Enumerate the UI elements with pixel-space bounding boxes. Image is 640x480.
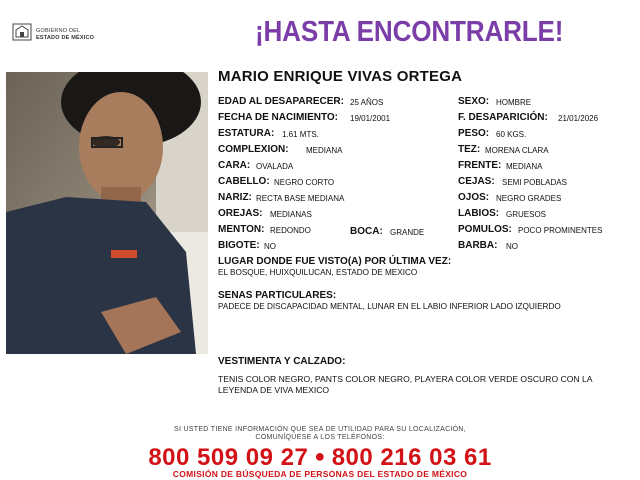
field-value-age: 25 AÑOS (350, 98, 384, 107)
field-label-chin: MENTON: (218, 224, 265, 235)
field-label-forehead: FRENTE: (458, 160, 502, 171)
distinguishing-marks-value: PADECE DE DISCAPACIDAD MENTAL, LUNAR EN EL LABIO INFERIOR LADO IZQUIERDO (218, 302, 561, 311)
field-value-mustache: NO (264, 242, 276, 251)
field-label-nose: NARIZ: (218, 192, 252, 203)
field-value-height: 1.61 MTS. (282, 130, 319, 139)
phone-number-2[interactable]: 800 216 03 61 (331, 444, 492, 471)
field-value-mouth: GRANDE (390, 228, 425, 237)
field-value-beard: NO (506, 242, 518, 251)
clothing-value: TENIS COLOR NEGRO, PANTS COLOR NEGRO, PLAYERA COLOR VERDE OSCURO CON LA LEYENDA DE VIVA MEXICO (218, 374, 593, 395)
field-label-beard: BARBA: (458, 240, 498, 251)
field-value-nose: RECTA BASE MEDIANA (256, 194, 345, 203)
bullet-separator: ● (314, 446, 326, 466)
field-label-sex: SEXO: (458, 96, 490, 107)
field-label-cheekbones: POMULOS: (458, 224, 512, 235)
field-value-ears: MEDIANAS (270, 210, 312, 219)
field-value-cheekbones: POCO PROMINENTES (518, 226, 603, 235)
field-value-birthdate: 19/01/2001 (350, 114, 391, 123)
field-label-ears: OREJAS: (218, 208, 263, 219)
field-value-disappearance-date: 21/01/2026 (558, 114, 599, 123)
state-emblem-icon (12, 22, 32, 42)
field-value-forehead: MEDIANA (506, 162, 543, 171)
field-label-mouth: BOCA: (350, 226, 383, 237)
last-seen-value: EL BOSQUE, HUIXQUILUCAN, ESTADO DE MEXICO (218, 268, 418, 277)
field-value-face: OVALADA (256, 162, 294, 171)
field-value-chin: REDONDO (270, 226, 311, 235)
field-value-build: MEDIANA (306, 146, 343, 155)
last-seen-label: LUGAR DONDE FUE VISTO(A) POR ÚLTIMA VEZ: (218, 256, 452, 267)
field-label-build: COMPLEXION: (218, 144, 289, 155)
gov-line-2: ESTADO DE MÉXICO (36, 35, 95, 41)
field-label-disappearance-date: F. DESAPARICIÓN: (458, 112, 548, 123)
field-label-birthdate: FECHA DE NACIMIENTO: (218, 112, 338, 123)
field-label-weight: PESO: (458, 128, 490, 139)
headline: ¡HASTA ENCONTRARLE! (255, 16, 564, 48)
field-label-hair: CABELLO: (218, 176, 270, 187)
distinguishing-marks-label: SENAS PARTICULARES: (218, 290, 337, 301)
field-value-weight: 60 KGS. (496, 130, 527, 139)
clothing-label: VESTIMENTA Y CALZADO: (218, 356, 346, 367)
field-label-lips: LABIOS: (458, 208, 500, 219)
commission-name: COMISIÓN DE BÚSQUEDA DE PERSONAS DEL ESTADO DE MÉXICO (172, 469, 468, 479)
field-label-face: CARA: (218, 160, 251, 171)
field-value-hair: NEGRO CORTO (274, 178, 335, 187)
info-line-2: COMUNÍQUESE A LOS TELÉFONOS: (255, 434, 385, 441)
field-label-complexion: TEZ: (458, 144, 481, 155)
field-label-age: EDAD AL DESAPARECER: (218, 96, 344, 107)
person-name: MARIO ENRIQUE VIVAS ORTEGA (218, 68, 463, 85)
missing-person-photo (6, 72, 208, 354)
field-value-eyes: NEGRO GRADES (496, 194, 562, 203)
field-label-mustache: BIGOTE: (218, 240, 260, 251)
field-label-eyes: OJOS: (458, 192, 490, 203)
gov-line-1: GOBIERNO DEL (36, 28, 81, 34)
government-label (36, 28, 94, 42)
field-value-lips: GRUESOS (506, 210, 547, 219)
phone-number-1[interactable]: 800 509 09 27 (148, 444, 309, 471)
info-line-1: SI USTED TIENE INFORMACIÓN QUE SEA DE UTILIDAD PARA SU LOCALIZACIÓN, (173, 426, 467, 433)
field-value-complexion: MORENA CLARA (485, 146, 549, 155)
field-label-eyebrows: CEJAS: (458, 176, 495, 187)
phone-numbers (0, 444, 640, 472)
contact-info-text (0, 426, 640, 442)
field-label-height: ESTATURA: (218, 128, 275, 139)
field-value-eyebrows: SEMI POBLADAS (502, 178, 567, 187)
field-value-sex: HOMBRE (496, 98, 532, 107)
